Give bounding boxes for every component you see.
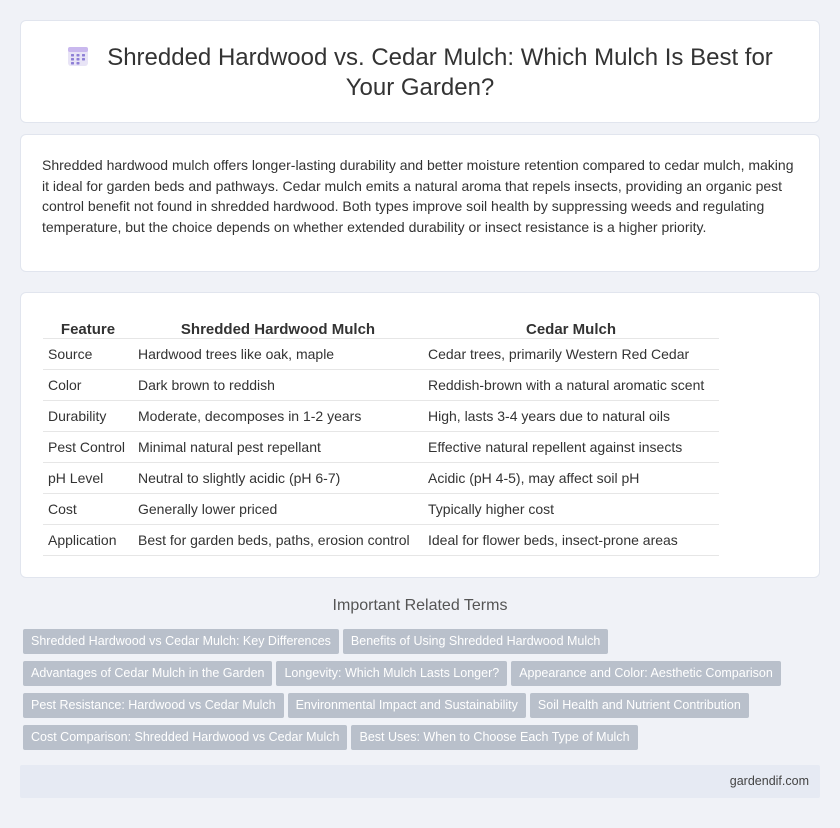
row-feature: Source (43, 338, 133, 369)
row-feature: Color (43, 369, 133, 400)
related-term-link[interactable]: Pest Resistance: Hardwood vs Cedar Mulch (23, 693, 284, 718)
related-term-link[interactable]: Shredded Hardwood vs Cedar Mulch: Key Differences (23, 629, 339, 654)
row-cedar: Typically higher cost (423, 493, 719, 524)
row-hardwood: Neutral to slightly acidic (pH 6-7) (133, 462, 423, 493)
row-cedar: Acidic (pH 4-5), may affect soil pH (423, 462, 719, 493)
related-term-link[interactable]: Advantages of Cedar Mulch in the Garden (23, 661, 272, 686)
row-feature: Cost (43, 493, 133, 524)
tag-row (23, 661, 813, 693)
row-hardwood: Moderate, decomposes in 1-2 years (133, 400, 423, 431)
row-hardwood: Dark brown to reddish (133, 369, 423, 400)
row-feature: Application (43, 524, 133, 555)
row-cedar: High, lasts 3-4 years due to natural oils (423, 400, 719, 431)
related-term-link[interactable]: Longevity: Which Mulch Lasts Longer? (276, 661, 507, 686)
row-hardwood: Hardwood trees like oak, maple (133, 338, 423, 369)
row-cedar: Effective natural repellent against insects (423, 431, 719, 462)
calendar-grid-icon (67, 45, 89, 67)
tag-row (23, 693, 813, 725)
tag-row (23, 629, 813, 661)
tag-row (23, 725, 813, 757)
row-hardwood: Best for garden beds, paths, erosion control (133, 524, 423, 555)
table-row (43, 462, 719, 493)
table-header-row (43, 316, 719, 338)
related-term-link[interactable]: Benefits of Using Shredded Hardwood Mulch (343, 629, 608, 654)
related-terms-heading: Important Related Terms (332, 597, 508, 614)
row-feature: pH Level (43, 462, 133, 493)
header-cedar: Cedar Mulch (423, 316, 719, 338)
header-feature: Feature (43, 316, 133, 338)
related-term-link[interactable]: Best Uses: When to Choose Each Type of Mulch (351, 725, 637, 750)
related-term-link[interactable]: Appearance and Color: Aesthetic Comparison (511, 661, 781, 686)
table-row (43, 338, 719, 369)
footer-site-link[interactable]: gardendif.com (729, 774, 809, 788)
comparison-table-card (20, 292, 820, 578)
row-cedar: Reddish-brown with a natural aromatic scent (423, 369, 719, 400)
related-term-link[interactable]: Soil Health and Nutrient Contribution (530, 693, 749, 718)
row-hardwood: Minimal natural pest repellant (133, 431, 423, 462)
related-terms-list (23, 629, 813, 757)
row-feature: Pest Control (43, 431, 133, 462)
related-term-link[interactable]: Environmental Impact and Sustainability (288, 693, 526, 718)
summary-card (20, 134, 820, 272)
header-hardwood: Shredded Hardwood Mulch (133, 316, 423, 338)
row-cedar: Ideal for flower beds, insect-prone areas (423, 524, 719, 555)
title-card (20, 20, 820, 123)
table-row (43, 493, 719, 524)
summary-text: Shredded hardwood mulch offers longer-lasting durability and better moisture retention compared to cedar mulch, making it ideal for garden beds and pathways. Cedar mulch emits a natural aroma that repels insects, providing an organic pest control benefit not found in shredded hardwood. Both types improve soil health by suppressing weeds and regulating temperature, but the choice depends on whether extended durability or insect resistance is a higher priority. (42, 157, 794, 235)
table-row (43, 524, 719, 555)
comparison-table (43, 316, 719, 556)
row-hardwood: Generally lower priced (133, 493, 423, 524)
related-term-link[interactable]: Cost Comparison: Shredded Hardwood vs Cedar Mulch (23, 725, 347, 750)
table-row (43, 431, 719, 462)
page-title (61, 43, 779, 103)
page-title-text: Shredded Hardwood vs. Cedar Mulch: Which Mulch Is Best for Your Garden? (107, 44, 773, 101)
row-cedar: Cedar trees, primarily Western Red Cedar (423, 338, 719, 369)
table-row (43, 369, 719, 400)
row-feature: Durability (43, 400, 133, 431)
table-row (43, 400, 719, 431)
footer (20, 765, 820, 798)
